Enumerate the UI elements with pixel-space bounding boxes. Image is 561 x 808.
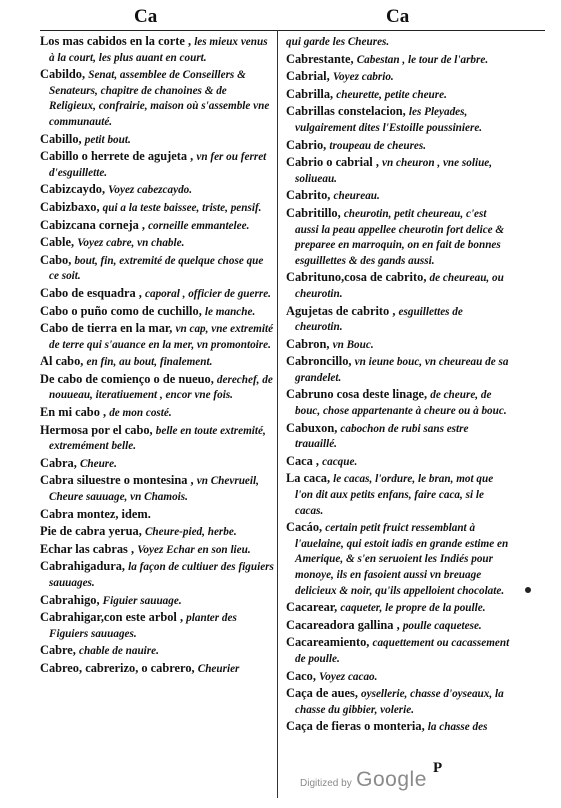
entry-headword: Caco, xyxy=(286,668,316,683)
dictionary-entry xyxy=(40,321,274,352)
dictionary-entry xyxy=(286,337,512,353)
dictionary-entry xyxy=(40,253,274,284)
column-divider xyxy=(277,30,278,798)
entry-headword: Cabizcaydo, xyxy=(40,182,106,197)
entry-headword: Cabizcana corneja , xyxy=(40,217,145,232)
dictionary-entry xyxy=(40,542,274,558)
entry-headword: Cabrio, xyxy=(286,137,327,152)
dictionary-entry xyxy=(40,34,274,65)
entry-definition: esguillettes de cheurotin. xyxy=(295,305,463,334)
entry-headword: Cabruno cosa deste linage, xyxy=(286,387,428,402)
entry-definition: le manche. xyxy=(204,305,256,318)
dictionary-entry xyxy=(40,132,274,148)
entry-headword: Cabrilla, xyxy=(286,86,334,101)
entry-headword: Cabo o puño como de cuchillo, xyxy=(40,303,202,318)
dictionary-entry xyxy=(286,719,512,735)
dictionary-entry xyxy=(286,69,512,85)
entry-headword: Caça de aues, xyxy=(286,686,358,701)
entry-headword: En mi cabo , xyxy=(40,405,107,420)
entry-definition: cabochon de rubi sans estre trauaillé. xyxy=(295,422,469,451)
watermark-prefix: Digitized by xyxy=(300,778,352,789)
entry-headword: Cabo, xyxy=(40,252,72,267)
entry-definition: Cheure. xyxy=(79,457,117,470)
entry-definition: en fin, au bout, finalement. xyxy=(86,356,213,369)
entry-headword: Cabrituno,cosa de cabrito, xyxy=(286,270,427,285)
entry-headword: Cabre, xyxy=(40,643,76,658)
dictionary-entry xyxy=(286,354,512,385)
dictionary-entry xyxy=(40,559,274,590)
entry-definition: qui a la teste baissee, triste, pensif. xyxy=(102,201,262,214)
entry-headword: Cabrio o cabrial , xyxy=(286,155,379,170)
entry-headword: Al cabo, xyxy=(40,354,84,369)
entry-headword: Los mas cabidos en la corte , xyxy=(40,34,192,48)
entry-headword: Hermosa por el cabo, xyxy=(40,422,153,437)
entry-definition: Cheure-pied, herbe. xyxy=(144,526,237,539)
entry-headword: Cabuxon, xyxy=(286,420,338,435)
entry-definition: les mieux venus à la court, les plus auant en court. xyxy=(49,36,268,64)
ink-dot xyxy=(525,587,531,593)
entry-headword: Agujetas de cabrito , xyxy=(286,303,396,318)
entry-definition: Cheurier xyxy=(197,662,240,675)
entry-definition: derechef, de nouueau, iteratiuement , encor vne fois. xyxy=(49,373,273,402)
dictionary-entry xyxy=(286,34,512,50)
entry-definition: Voyez cabre, vn chable. xyxy=(77,237,185,250)
entry-headword: Cabrahigo, xyxy=(40,592,100,607)
entry-definition: vn Chevrueil, Cheure sauuage, vn Chamois. xyxy=(49,475,259,504)
entry-headword: Cacáo, xyxy=(286,520,323,535)
entry-definition: vn Bouc. xyxy=(332,338,374,351)
entry-definition: planter des Figuiers sauuages. xyxy=(49,612,237,640)
entry-headword: Cabron, xyxy=(286,336,330,351)
dictionary-entry xyxy=(286,206,512,268)
entry-definition: la chasse des xyxy=(427,721,488,734)
entry-definition: cheurette, petite cheure. xyxy=(336,88,447,101)
running-header-right: Ca xyxy=(386,6,410,27)
dictionary-entry xyxy=(40,354,274,370)
entry-headword: Cabrillas constelacion, xyxy=(286,104,406,119)
entry-headword: Cacareadora gallina , xyxy=(286,617,400,632)
dictionary-entry xyxy=(40,473,274,504)
entry-headword: Cabo de tierra en la mar, xyxy=(40,321,173,336)
entry-definition: vn ieune bouc, vn cheureau de sa grandelet. xyxy=(295,356,509,384)
entry-headword: Cabra, xyxy=(40,455,77,470)
entry-definition: Senat, assemblee de Conseillers & Senateurs, chapitre de chanoines & de Religieux, confrairie, maison où s'assemble vne communauté. xyxy=(49,69,270,128)
entry-definition: chable de nauire. xyxy=(79,645,159,658)
header-rule xyxy=(40,30,545,31)
dictionary-entry xyxy=(286,188,512,204)
dictionary-entry xyxy=(40,661,274,677)
entry-headword: Cabildo, xyxy=(40,67,86,82)
entry-headword: Cabritillo, xyxy=(286,205,341,220)
dictionary-entry xyxy=(40,304,274,320)
digitized-watermark xyxy=(300,768,427,792)
dictionary-entry xyxy=(286,87,512,103)
entry-definition: oysellerie, chasse d'oyseaux, la chasse du gibbier, volerie. xyxy=(295,688,504,716)
entry-definition: bout, fin, extremité de quelque chose que ce soit. xyxy=(49,254,264,283)
running-header-left: Ca xyxy=(134,6,158,27)
entry-headword: Cabizbaxo, xyxy=(40,199,100,214)
dictionary-entry xyxy=(286,387,512,418)
entry-definition: caquettement ou cacassement de poulle. xyxy=(295,637,510,665)
dictionary-entry xyxy=(40,67,274,129)
dictionary-entry xyxy=(40,235,274,251)
dictionary-entry xyxy=(286,421,512,452)
entry-headword: La caca, xyxy=(286,471,331,486)
dictionary-entry xyxy=(40,423,274,454)
entry-definition: cacque. xyxy=(322,455,358,468)
dictionary-entry xyxy=(286,454,512,470)
entry-definition: troupeau de cheures. xyxy=(329,139,427,152)
entry-definition: Voyez cabezcaydo. xyxy=(108,184,193,197)
entry-headword: Cabra montez, idem. xyxy=(40,506,151,521)
entry-headword: Cabrial, xyxy=(286,69,330,84)
dictionary-entry xyxy=(40,286,274,302)
entry-definition: caqueter, le propre de la poulle. xyxy=(340,602,486,615)
entry-definition: corneille emmantelee. xyxy=(148,219,250,232)
signature-mark: P xyxy=(433,760,443,776)
entry-headword: Cabo de esquadra , xyxy=(40,285,142,300)
entry-headword: Cabrestante, xyxy=(286,51,354,66)
entry-definition: de mon costé. xyxy=(109,407,172,420)
dictionary-entry xyxy=(40,524,274,540)
entry-headword: Cabreo, cabrerizo, o cabrero, xyxy=(40,660,195,675)
dictionary-entry xyxy=(40,149,274,180)
entry-headword: Cabrahigadura, xyxy=(40,559,126,574)
entry-definition: vn cheuron , vne soliue, soliueau. xyxy=(295,157,493,185)
dictionary-entry xyxy=(286,669,512,685)
dictionary-entry xyxy=(40,593,274,609)
dictionary-entry xyxy=(40,372,274,403)
entry-definition: de cheureau, ou cheurotin. xyxy=(295,272,504,300)
entry-headword: Pie de cabra yerua, xyxy=(40,524,142,539)
entry-headword: Cabrito, xyxy=(286,188,331,203)
entry-headword: Cabroncillo, xyxy=(286,354,352,369)
dictionary-entry xyxy=(286,618,512,634)
entry-definition: caporal , officier de guerre. xyxy=(145,287,271,300)
dictionary-entry xyxy=(286,600,512,616)
dictionary-entry xyxy=(40,643,274,659)
entry-definition: Voyez Echar en son lieu. xyxy=(137,543,251,556)
dictionary-entry xyxy=(286,471,512,518)
dictionary-entry xyxy=(286,635,512,666)
entry-definition: de cheure, de bouc, chose appartenante à cheure ou à bouc. xyxy=(295,389,507,418)
entry-headword: Cacarear, xyxy=(286,600,338,615)
entry-definition: vn fer ou ferret d'esguillette. xyxy=(49,151,267,179)
entry-headword: Echar las cabras , xyxy=(40,541,135,556)
entry-definition: le cacas, l'ordure, le bran, mot que l'on dit aux petits enfans, faire caca, si le cacas. xyxy=(295,473,494,517)
dictionary-entry xyxy=(286,270,512,301)
entry-headword: Caça de fieras o monteria, xyxy=(286,719,425,734)
dictionary-entry xyxy=(286,138,512,154)
entry-definition: vn cap, vne extremité de terre qui s'auance en la mer, vn promontoire. xyxy=(49,323,274,351)
dictionary-entry xyxy=(286,520,512,598)
dictionary-entry xyxy=(40,610,274,641)
entry-headword: De cabo de comienço o de nueuo, xyxy=(40,371,214,386)
watermark-brand: Google xyxy=(356,768,427,791)
entry-headword: Cabrahigar,con este arbol , xyxy=(40,610,184,625)
dictionary-entry xyxy=(40,507,274,523)
dictionary-entry xyxy=(286,104,512,135)
entry-headword: Caca , xyxy=(286,453,320,468)
entry-definition: la façon de cultiuer des figuiers sauuages. xyxy=(49,561,274,589)
dictionary-entry xyxy=(40,200,274,216)
entry-definition: Figuier sauuage. xyxy=(102,594,182,607)
entry-definition: qui garde les Cheures. xyxy=(286,36,390,48)
dictionary-entry xyxy=(40,405,274,421)
dictionary-entry xyxy=(40,218,274,234)
dictionary-entry xyxy=(286,155,512,186)
left-column xyxy=(40,34,274,679)
entry-headword: Cacareamiento, xyxy=(286,635,370,650)
entry-headword: Cabra siluestre o montesina , xyxy=(40,473,194,488)
entry-definition: cheureau. xyxy=(333,190,380,203)
dictionary-entry xyxy=(286,52,512,68)
entry-definition: certain petit fruict ressemblant à l'auelaine, qui estoit iadis en grande estime en Amerique, & s'en seruoient les Indiés pour monoye, ils en fasoient aussi vn breuage delicieux & noir, qu'ils appelloient chocolate. xyxy=(295,522,509,597)
dictionary-entry xyxy=(40,456,274,472)
dictionary-entry xyxy=(286,304,512,335)
entry-definition: les Pleyades, vulgairement dites l'Estoille poussiniere. xyxy=(295,106,483,134)
entry-definition: petit bout. xyxy=(84,133,131,146)
right-column xyxy=(286,34,512,737)
entry-headword: Cable, xyxy=(40,235,75,250)
dictionary-entry xyxy=(40,182,274,198)
entry-headword: Cabillo, xyxy=(40,131,82,146)
dictionary-entry xyxy=(286,686,512,717)
entry-definition: cheurotin, petit cheureau, c'est aussi la peau appellee cheurotin fort delice & preparee en marroquin, on en fait de bonnes esguillettes & des gands aussi. xyxy=(295,207,505,267)
entry-headword: Cabillo o herrete de agujeta , xyxy=(40,149,194,164)
entry-definition: Voyez cacao. xyxy=(319,670,378,683)
entry-definition: belle en toute extremité, extremément belle. xyxy=(49,424,266,453)
entry-definition: Voyez cabrio. xyxy=(332,71,394,84)
entry-definition: poulle caquetese. xyxy=(402,619,482,632)
entry-definition: Cabestan , le tour de l'arbre. xyxy=(356,53,489,66)
